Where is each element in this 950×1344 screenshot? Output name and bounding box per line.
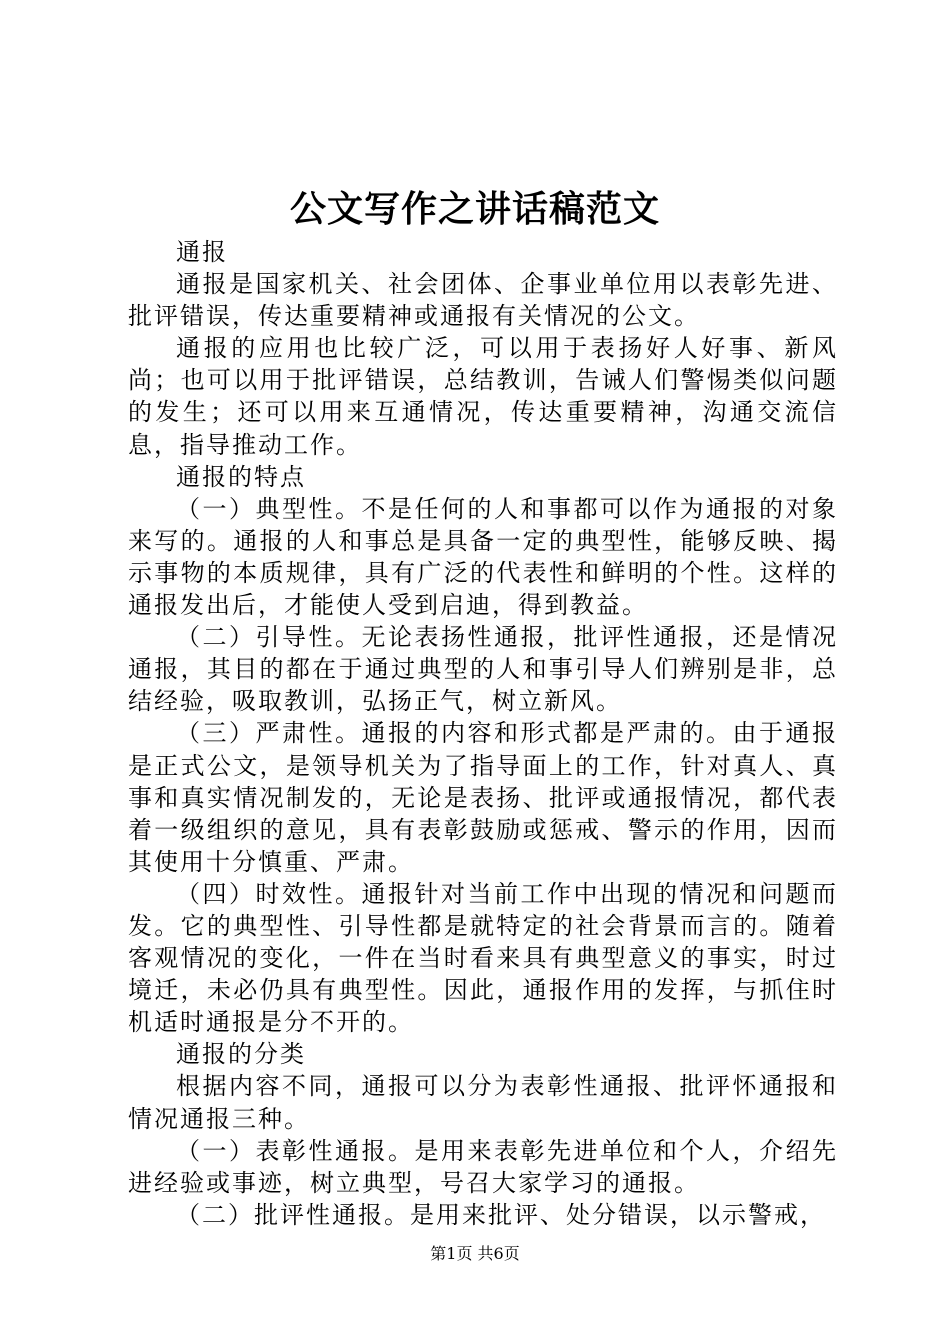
paragraph: （一）典型性。不是任何的人和事都可以作为通报的对象来写的。通报的人和事总是具备一定的典型性，能够反映、揭示事物的本质规律，具有广泛的代表性和鲜明的个性。这样的通报发出后，才能使人受到启迪，得到教益。 bbox=[128, 494, 838, 620]
paragraph: （一）表彰性通报。是用来表彰先进单位和个人，介绍先进经验或事迹，树立典型，号召大家学习的通报。 bbox=[128, 1136, 838, 1197]
paragraph: （四）时效性。通报针对当前工作中出现的情况和问题而发。它的典型性、引导性都是就特定的社会背景而言的。随着客观情况的变化，一件在当时看来具有典型意义的事实，时过境迁，未必仍具有典型性。因此，通报作用的发挥，与抓住时机适时通报是分不开的。 bbox=[128, 879, 838, 1037]
paragraph: （二）引导性。无论表扬性通报，批评性通报，还是情况通报，其目的都在于通过典型的人和事引导人们辨别是非，总结经验，吸取教训，弘扬正气，树立新风。 bbox=[128, 623, 838, 716]
paragraph: 通报的分类 bbox=[176, 1040, 306, 1069]
paragraph: （二）批评性通报。是用来批评、处分错误，以示警戒， bbox=[176, 1200, 826, 1229]
paragraph: （三）严肃性。通报的内容和形式都是严肃的。由于通报是正式公文，是领导机关为了指导面上的工作，针对真人、真事和真实情况制发的，无论是表扬、批评或通报情况，都代表着一级组织的意见，具有表彰鼓励或惩戒、警示的作用，因而其使用十分慎重、严肃。 bbox=[128, 719, 838, 876]
page-footer: 第1页 共6页 bbox=[430, 1244, 520, 1263]
paragraph: 通报 bbox=[176, 238, 228, 266]
paragraph: 根据内容不同，通报可以分为表彰性通报、批评怀通报和情况通报三种。 bbox=[128, 1072, 838, 1133]
document-title: 公文写作之讲话稿范文 bbox=[289, 188, 660, 230]
document-body bbox=[128, 236, 838, 1231]
paragraph: 通报的特点 bbox=[176, 462, 306, 491]
paragraph: 通报是国家机关、社会团体、企事业单位用以表彰先进、批评错误，传达重要精神或通报有关情况的公文。 bbox=[128, 270, 838, 331]
paragraph: 通报的应用也比较广泛，可以用于表扬好人好事、新风尚；也可以用于批评错误，总结教训，告诫人们警惕类似问题的发生；还可以用来互通情况，传达重要精神，沟通交流信息，指导推动工作。 bbox=[128, 334, 838, 459]
